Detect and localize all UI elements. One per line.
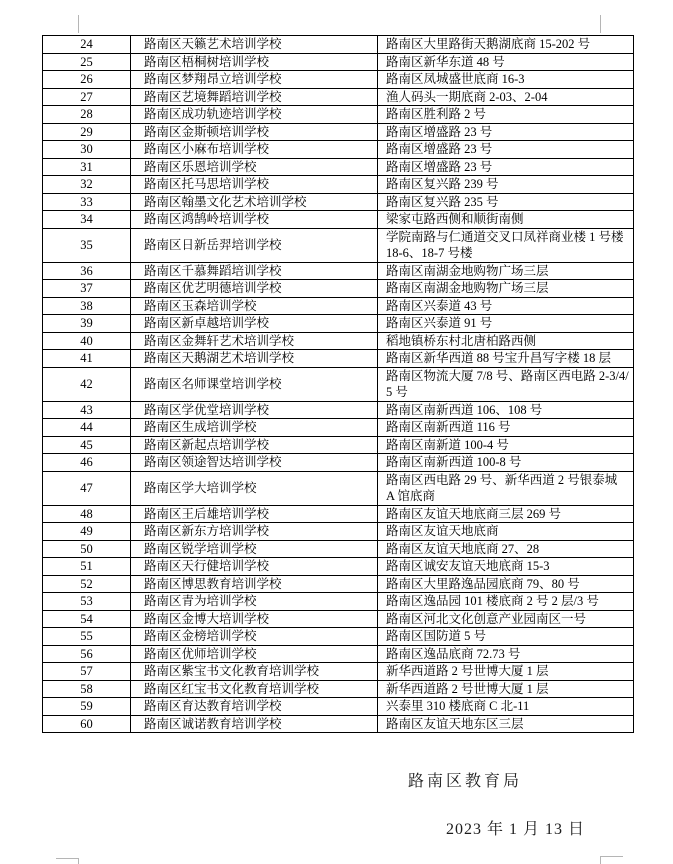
cell-number: 50 [43,540,131,558]
cell-school-name: 路南区新东方培训学校 [131,523,378,541]
table-row [43,593,634,611]
cell-address: 梁家屯路西侧和顺街南侧 [378,211,634,229]
cell-address: 路南区南新西道 106、108 号 [378,401,634,419]
cell-number: 26 [43,71,131,89]
cell-number: 24 [43,36,131,54]
cell-number: 34 [43,211,131,229]
cell-number: 37 [43,280,131,298]
cell-number: 25 [43,53,131,71]
margin-cropmark-bottom-right-horizontal [600,856,623,857]
cell-number: 48 [43,505,131,523]
cell-number: 40 [43,332,131,350]
table-row [43,645,634,663]
cell-school-name: 路南区优艺明德培训学校 [131,280,378,298]
cell-school-name: 路南区鸿鹄岭培训学校 [131,211,378,229]
table-row [43,575,634,593]
table-row [43,350,634,368]
cell-school-name: 路南区托马思培训学校 [131,176,378,194]
cell-school-name: 路南区金舞轩艺术培训学校 [131,332,378,350]
cell-address: 路南区凤城盛世底商 16-3 [378,71,634,89]
cell-number: 49 [43,523,131,541]
cell-address: 路南区友谊天地东区三层 [378,715,634,733]
signature-org: 路南区教育局 [408,773,523,790]
cell-school-name: 路南区王后雄培训学校 [131,505,378,523]
cell-school-name: 路南区育达教育培训学校 [131,698,378,716]
cell-school-name: 路南区艺境舞蹈培训学校 [131,88,378,106]
margin-cropmark-top-right [600,15,601,33]
cell-number: 46 [43,454,131,472]
cell-address: 路南区胜利路 2 号 [378,106,634,124]
table-row [43,540,634,558]
table-row [43,297,634,315]
table-row [43,436,634,454]
cell-number: 56 [43,645,131,663]
cell-number: 32 [43,176,131,194]
school-table [42,35,634,733]
cell-address: 路南区南新西道 100-8 号 [378,454,634,472]
cell-school-name: 路南区名师课堂培训学校 [131,367,378,401]
cell-number: 51 [43,558,131,576]
table-row [43,419,634,437]
cell-school-name: 路南区金榜培训学校 [131,628,378,646]
cell-number: 59 [43,698,131,716]
cell-number: 47 [43,471,131,505]
cell-number: 33 [43,193,131,211]
cell-number: 39 [43,315,131,333]
table-row [43,158,634,176]
cell-address: 路南区复兴路 235 号 [378,193,634,211]
cell-address: 路南区南新道 100-4 号 [378,436,634,454]
cell-school-name: 路南区生成培训学校 [131,419,378,437]
table-row [43,176,634,194]
cell-number: 35 [43,228,131,262]
table-row [43,558,634,576]
table-row [43,228,634,262]
cell-address: 路南区河北文化创意产业园南区一号 [378,610,634,628]
cell-school-name: 路南区学大培训学校 [131,471,378,505]
cell-address: 路南区复兴路 239 号 [378,176,634,194]
cell-school-name: 路南区梦翔昂立培训学校 [131,71,378,89]
cell-school-name: 路南区梧桐树培训学校 [131,53,378,71]
table-row [43,454,634,472]
cell-school-name: 路南区新起点培训学校 [131,436,378,454]
table-row [43,88,634,106]
cell-address: 路南区国防道 5 号 [378,628,634,646]
table-row [43,523,634,541]
cell-number: 27 [43,88,131,106]
cell-number: 29 [43,123,131,141]
cell-school-name: 路南区博思教育培训学校 [131,575,378,593]
cell-school-name: 路南区玉森培训学校 [131,297,378,315]
cell-number: 30 [43,141,131,159]
cell-address: 新华西道路 2 号世博大厦 1 层 [378,663,634,681]
table-row [43,680,634,698]
cell-address: 路南区大里路街天鹅湖底商 15-202 号 [378,36,634,54]
table-row [43,106,634,124]
table-row [43,211,634,229]
table-row [43,505,634,523]
table-row [43,141,634,159]
cell-school-name: 路南区红宝书文化教育培训学校 [131,680,378,698]
table-row [43,663,634,681]
cell-school-name: 路南区紫宝书文化教育培训学校 [131,663,378,681]
cell-address: 路南区兴泰道 91 号 [378,315,634,333]
cell-address: 路南区诚安友谊天地底商 15-3 [378,558,634,576]
cell-school-name: 路南区天鹅湖艺术培训学校 [131,350,378,368]
cell-address: 路南区增盛路 23 号 [378,158,634,176]
cell-school-name: 路南区日新岳羿培训学校 [131,228,378,262]
cell-address: 路南区大里路逸品园底商 79、80 号 [378,575,634,593]
table-row [43,471,634,505]
cell-number: 43 [43,401,131,419]
cell-address: 路南区增盛路 23 号 [378,123,634,141]
cell-school-name: 路南区诚诺教育培训学校 [131,715,378,733]
cell-school-name: 路南区领途智达培训学校 [131,454,378,472]
cell-school-name: 路南区小麻布培训学校 [131,141,378,159]
cell-address: 稻地镇桥东村北唐柏路西侧 [378,332,634,350]
margin-cropmark-bottom-left-vertical [78,858,79,864]
cell-address: 路南区新华东道 48 号 [378,53,634,71]
table-row [43,36,634,54]
cell-school-name: 路南区青为培训学校 [131,593,378,611]
cell-school-name: 路南区新卓越培训学校 [131,315,378,333]
table-row [43,715,634,733]
cell-address: 路南区西电路 29 号、新华西道 2 号银泰城 A 馆底商 [378,471,634,505]
cell-school-name: 路南区学优堂培训学校 [131,401,378,419]
cell-number: 31 [43,158,131,176]
cell-address: 新华西道路 2 号世博大厦 1 层 [378,680,634,698]
cell-number: 42 [43,367,131,401]
cell-school-name: 路南区金博大培训学校 [131,610,378,628]
cell-address: 渔人码头一期底商 2-03、2-04 [378,88,634,106]
cell-address: 路南区友谊天地底商三层 269 号 [378,505,634,523]
cell-school-name: 路南区成功轨迹培训学校 [131,106,378,124]
table-row [43,401,634,419]
table-row [43,262,634,280]
cell-address: 路南区友谊天地底商 27、28 [378,540,634,558]
cell-school-name: 路南区乐恩培训学校 [131,158,378,176]
cell-address: 兴泰里 310 楼底商 C 北-11 [378,698,634,716]
table-row [43,193,634,211]
cell-school-name: 路南区翰墨文化艺术培训学校 [131,193,378,211]
cell-address: 路南区南新西道 116 号 [378,419,634,437]
cell-address: 路南区增盛路 23 号 [378,141,634,159]
cell-number: 58 [43,680,131,698]
margin-cropmark-bottom-left-horizontal [56,858,79,859]
cell-school-name: 路南区优师培训学校 [131,645,378,663]
cell-number: 28 [43,106,131,124]
cell-school-name: 路南区天籁艺术培训学校 [131,36,378,54]
table-row [43,123,634,141]
margin-cropmark-top-left [78,15,79,33]
cell-school-name: 路南区千慕舞蹈培训学校 [131,262,378,280]
table-row [43,315,634,333]
table-row [43,610,634,628]
table-row [43,71,634,89]
cell-address: 学院南路与仁通道交叉口凤祥商业楼 1 号楼 18-6、18-7 号楼 [378,228,634,262]
cell-address: 路南区友谊天地底商 [378,523,634,541]
cell-number: 60 [43,715,131,733]
table-row [43,53,634,71]
cell-school-name: 路南区金斯顿培训学校 [131,123,378,141]
cell-address: 路南区逸品底商 72.73 号 [378,645,634,663]
cell-number: 36 [43,262,131,280]
cell-address: 路南区逸品园 101 楼底商 2 号 2 层/3 号 [378,593,634,611]
margin-cropmark-bottom-right-vertical [600,856,601,864]
cell-number: 44 [43,419,131,437]
table-row [43,332,634,350]
cell-number: 52 [43,575,131,593]
cell-school-name: 路南区天行健培训学校 [131,558,378,576]
signature-date: 2023 年 1 月 13 日 [446,821,586,838]
cell-number: 45 [43,436,131,454]
table-row [43,698,634,716]
cell-address: 路南区新华西道 88 号宝升昌写字楼 18 层 [378,350,634,368]
cell-number: 55 [43,628,131,646]
table-row [43,628,634,646]
cell-number: 53 [43,593,131,611]
table-row [43,367,634,401]
cell-address: 路南区南湖金地购物广场三层 [378,280,634,298]
cell-address: 路南区南湖金地购物广场三层 [378,262,634,280]
cell-number: 54 [43,610,131,628]
table-row [43,280,634,298]
cell-address: 路南区兴泰道 43 号 [378,297,634,315]
cell-address: 路南区物流大厦 7/8 号、路南区西电路 2-3/4/5 号 [378,367,634,401]
cell-number: 57 [43,663,131,681]
cell-number: 41 [43,350,131,368]
cell-school-name: 路南区锐学培训学校 [131,540,378,558]
cell-number: 38 [43,297,131,315]
